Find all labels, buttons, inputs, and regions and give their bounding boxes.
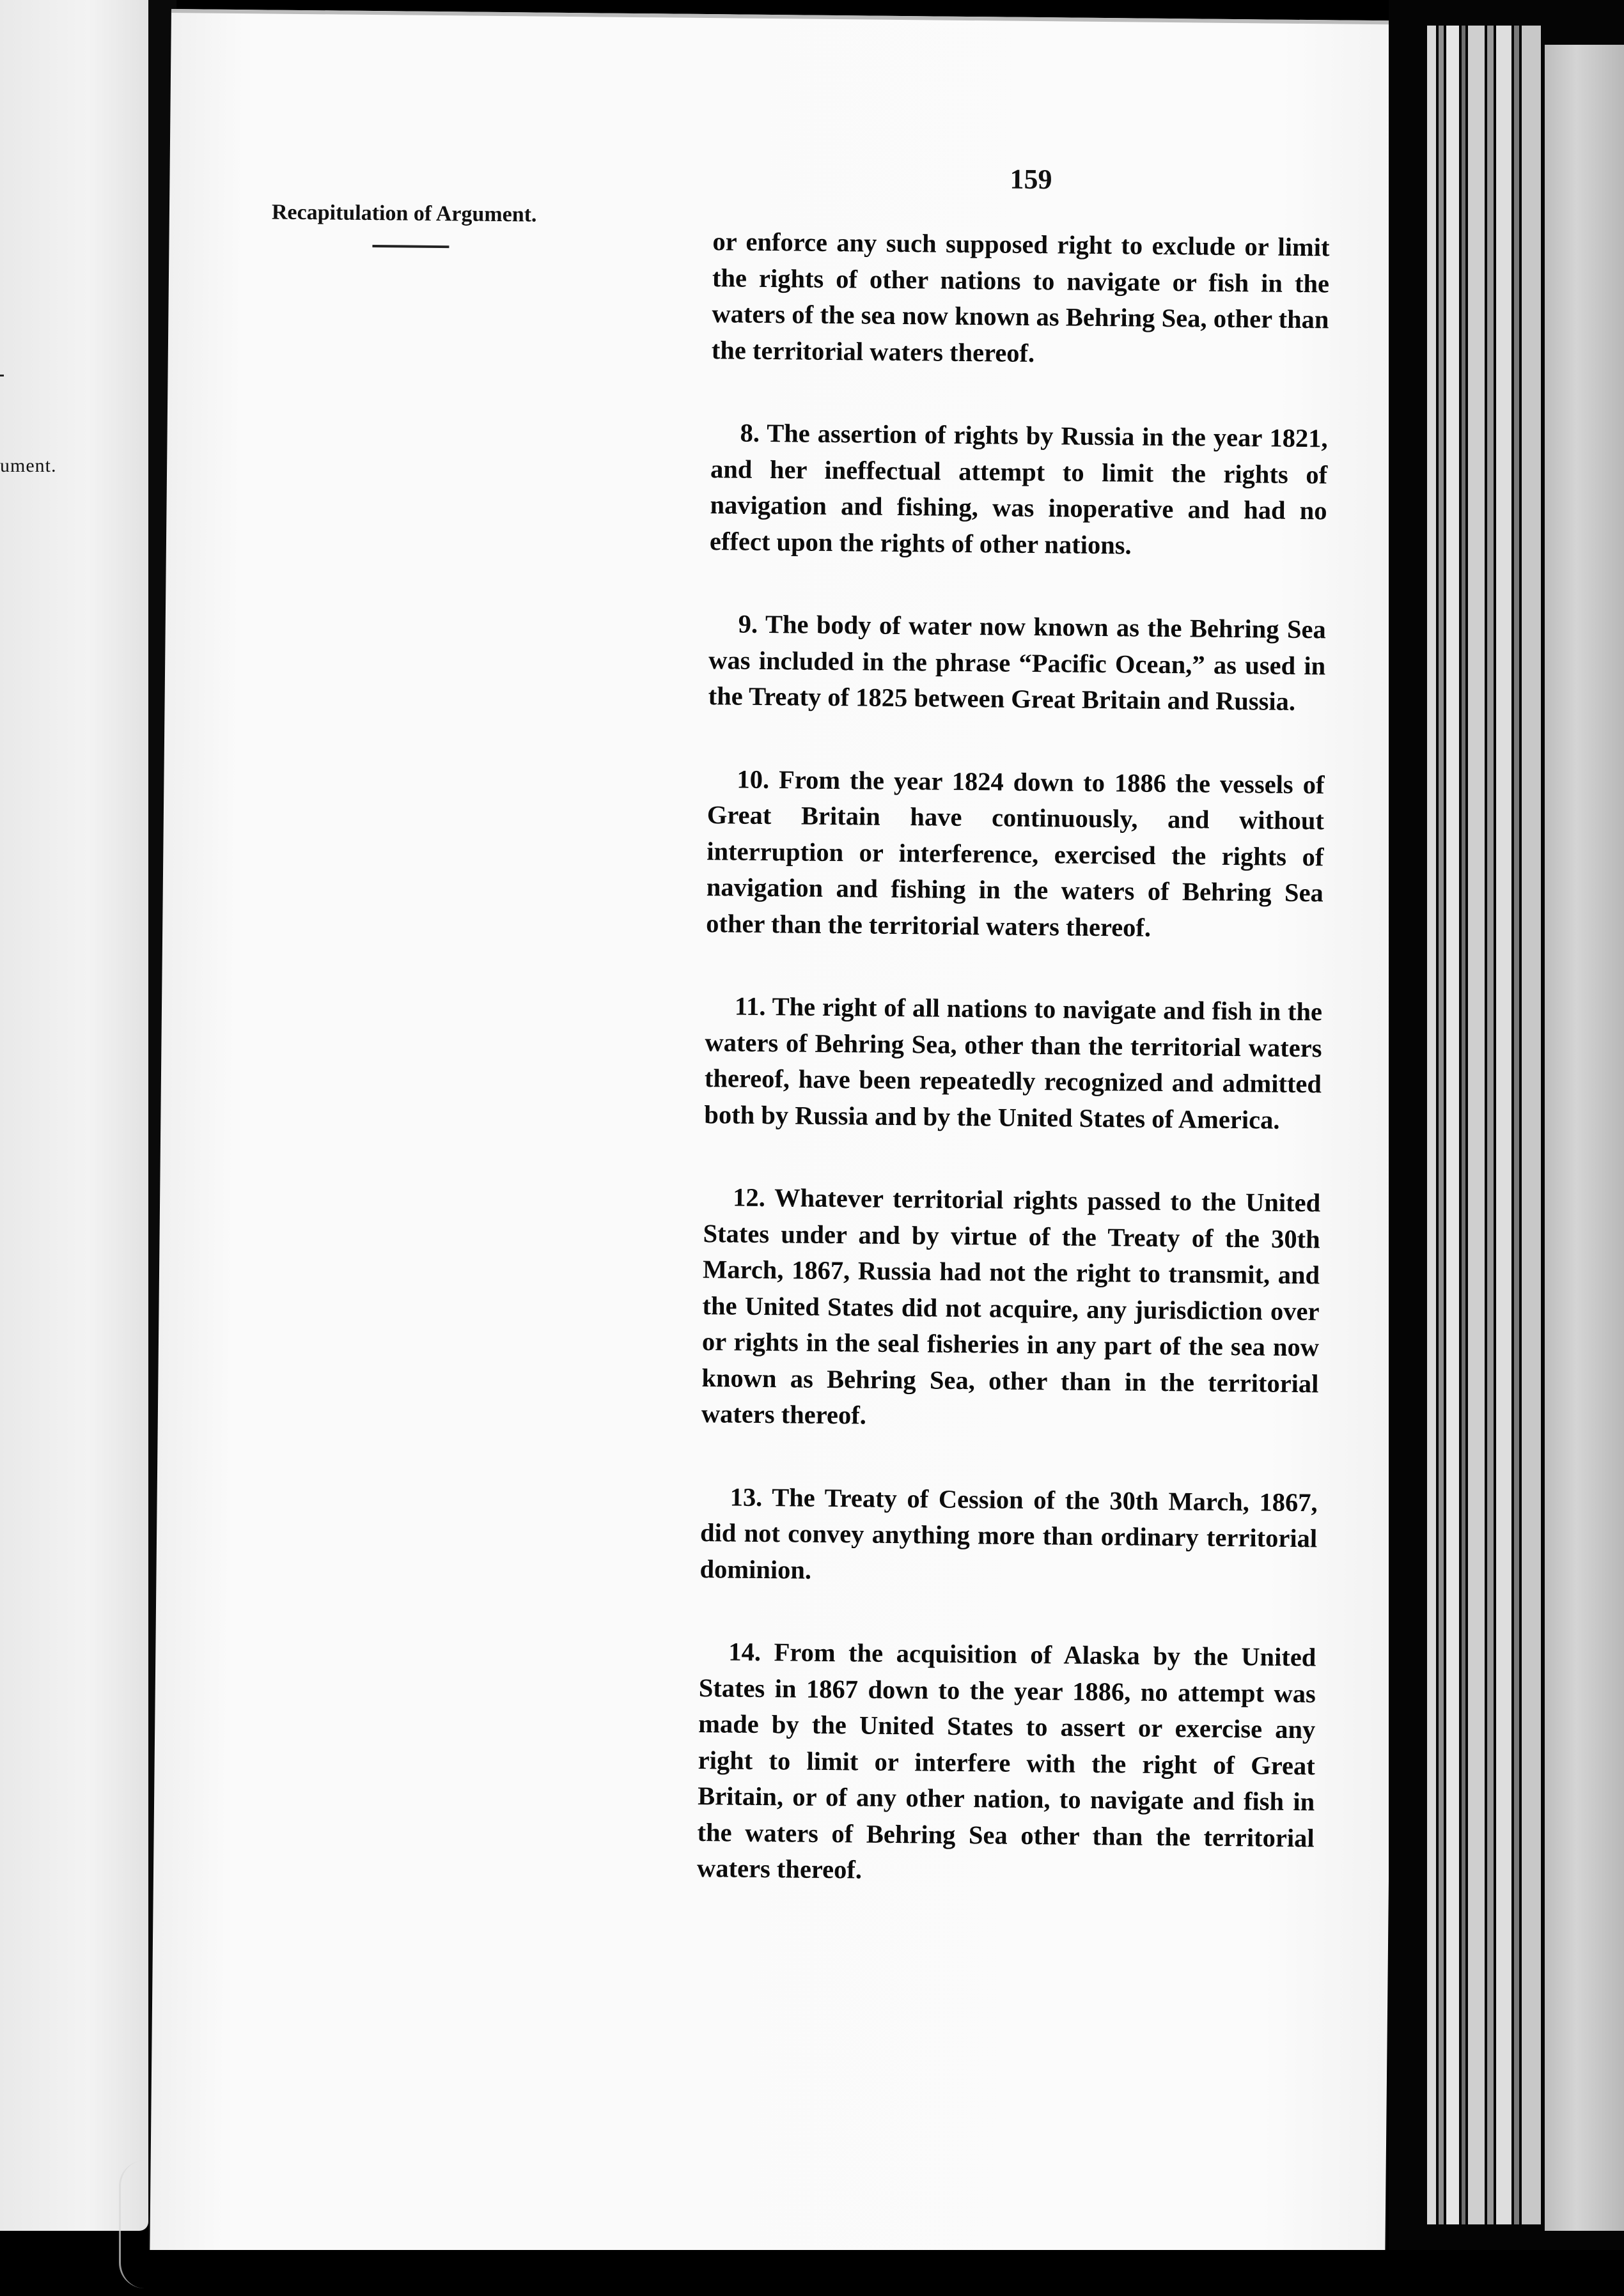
page-edge-strip (1496, 26, 1511, 2224)
page-edge-strip (1522, 26, 1541, 2224)
marginal-heading: Recapitulation of Argument. (271, 200, 537, 227)
paragraph-14: 14. From the acquisition of Alaska by the United States in 1867 down to the year 1886, no attempt was made by the United States to assert or exercise any right to limit or interfere with the right of Great Britain, or of any other nation, to navigate and fish in the waters of Behring Sea other than the territorial waters thereof. (696, 1637, 1316, 1884)
page-number: 159 (1010, 163, 1052, 196)
paragraph-10: 10. From the year 1824 down to 1886 the vessels of Great Britain have continuously, and without interruption or interference, exercised the rights of navigation and fishing in the waters of Behring Sea other than the territorial waters thereof. (706, 764, 1325, 942)
page-edge-block (1545, 45, 1624, 2231)
page-edge-strip (1439, 26, 1444, 2224)
page-edge-strip (1427, 26, 1436, 2224)
marginal-heading-rule (372, 245, 449, 248)
page-edge-strip (1468, 26, 1485, 2224)
left-facing-page (0, 0, 148, 2231)
page-edge-strip (1446, 26, 1459, 2224)
paragraph-9: 9. The body of water now known as the Behring Sea was included in the phrase “Pacific Ocean,” as used in the Treaty of 1825 between Great Britain and Russia. (708, 609, 1326, 716)
paragraph-12: 12. Whatever territorial rights passed to the United States under and by virtue of the Treaty of the 30th March, 1867, Russia had not the right to transmit, and the United States did not acquire, any jurisdiction over or rights in the seal fisheries in any part of the sea now known as Behring Sea, other than in the territorial waters thereof. (701, 1183, 1321, 1430)
paragraph-continuation: or enforce any such supposed right to exclude or limit the rights of other nations to navigate or fish in the waters of the sea now known as Behring Sea, other than the territorial waters thereof. (711, 227, 1330, 368)
left-page-mark (0, 375, 4, 376)
page-edge-strip (1487, 26, 1494, 2224)
page-top-edge (171, 9, 1407, 25)
paragraph-11: 11. The right of all nations to navigate and fish in the waters of Behring Sea, other than the territorial waters thereof, have been repeatedly recognized and admitted both by Russia and by the United States of America. (704, 991, 1323, 1135)
page-edge-strip (1462, 26, 1465, 2224)
paragraph-13: 13. The Treaty of Cession of the 30th March, 1867, did not convey anything more than ordinary territorial dominion. (699, 1482, 1318, 1585)
page-block-edges (1389, 0, 1624, 2296)
paragraph-8: 8. The assertion of rights by Russia in the year 1821, and her ineffectual attempt to limit the rights of navigation and fishing, was inoperative and had no effect upon the rights of other nations. (709, 418, 1328, 559)
scan-bottom-border (0, 2250, 1624, 2296)
page-body (696, 224, 1330, 1939)
page-edge-strip (1514, 26, 1519, 2224)
binding-thread (119, 2160, 159, 2288)
book-page (150, 9, 1407, 2270)
left-page-text-fragment: ument. (0, 455, 57, 476)
